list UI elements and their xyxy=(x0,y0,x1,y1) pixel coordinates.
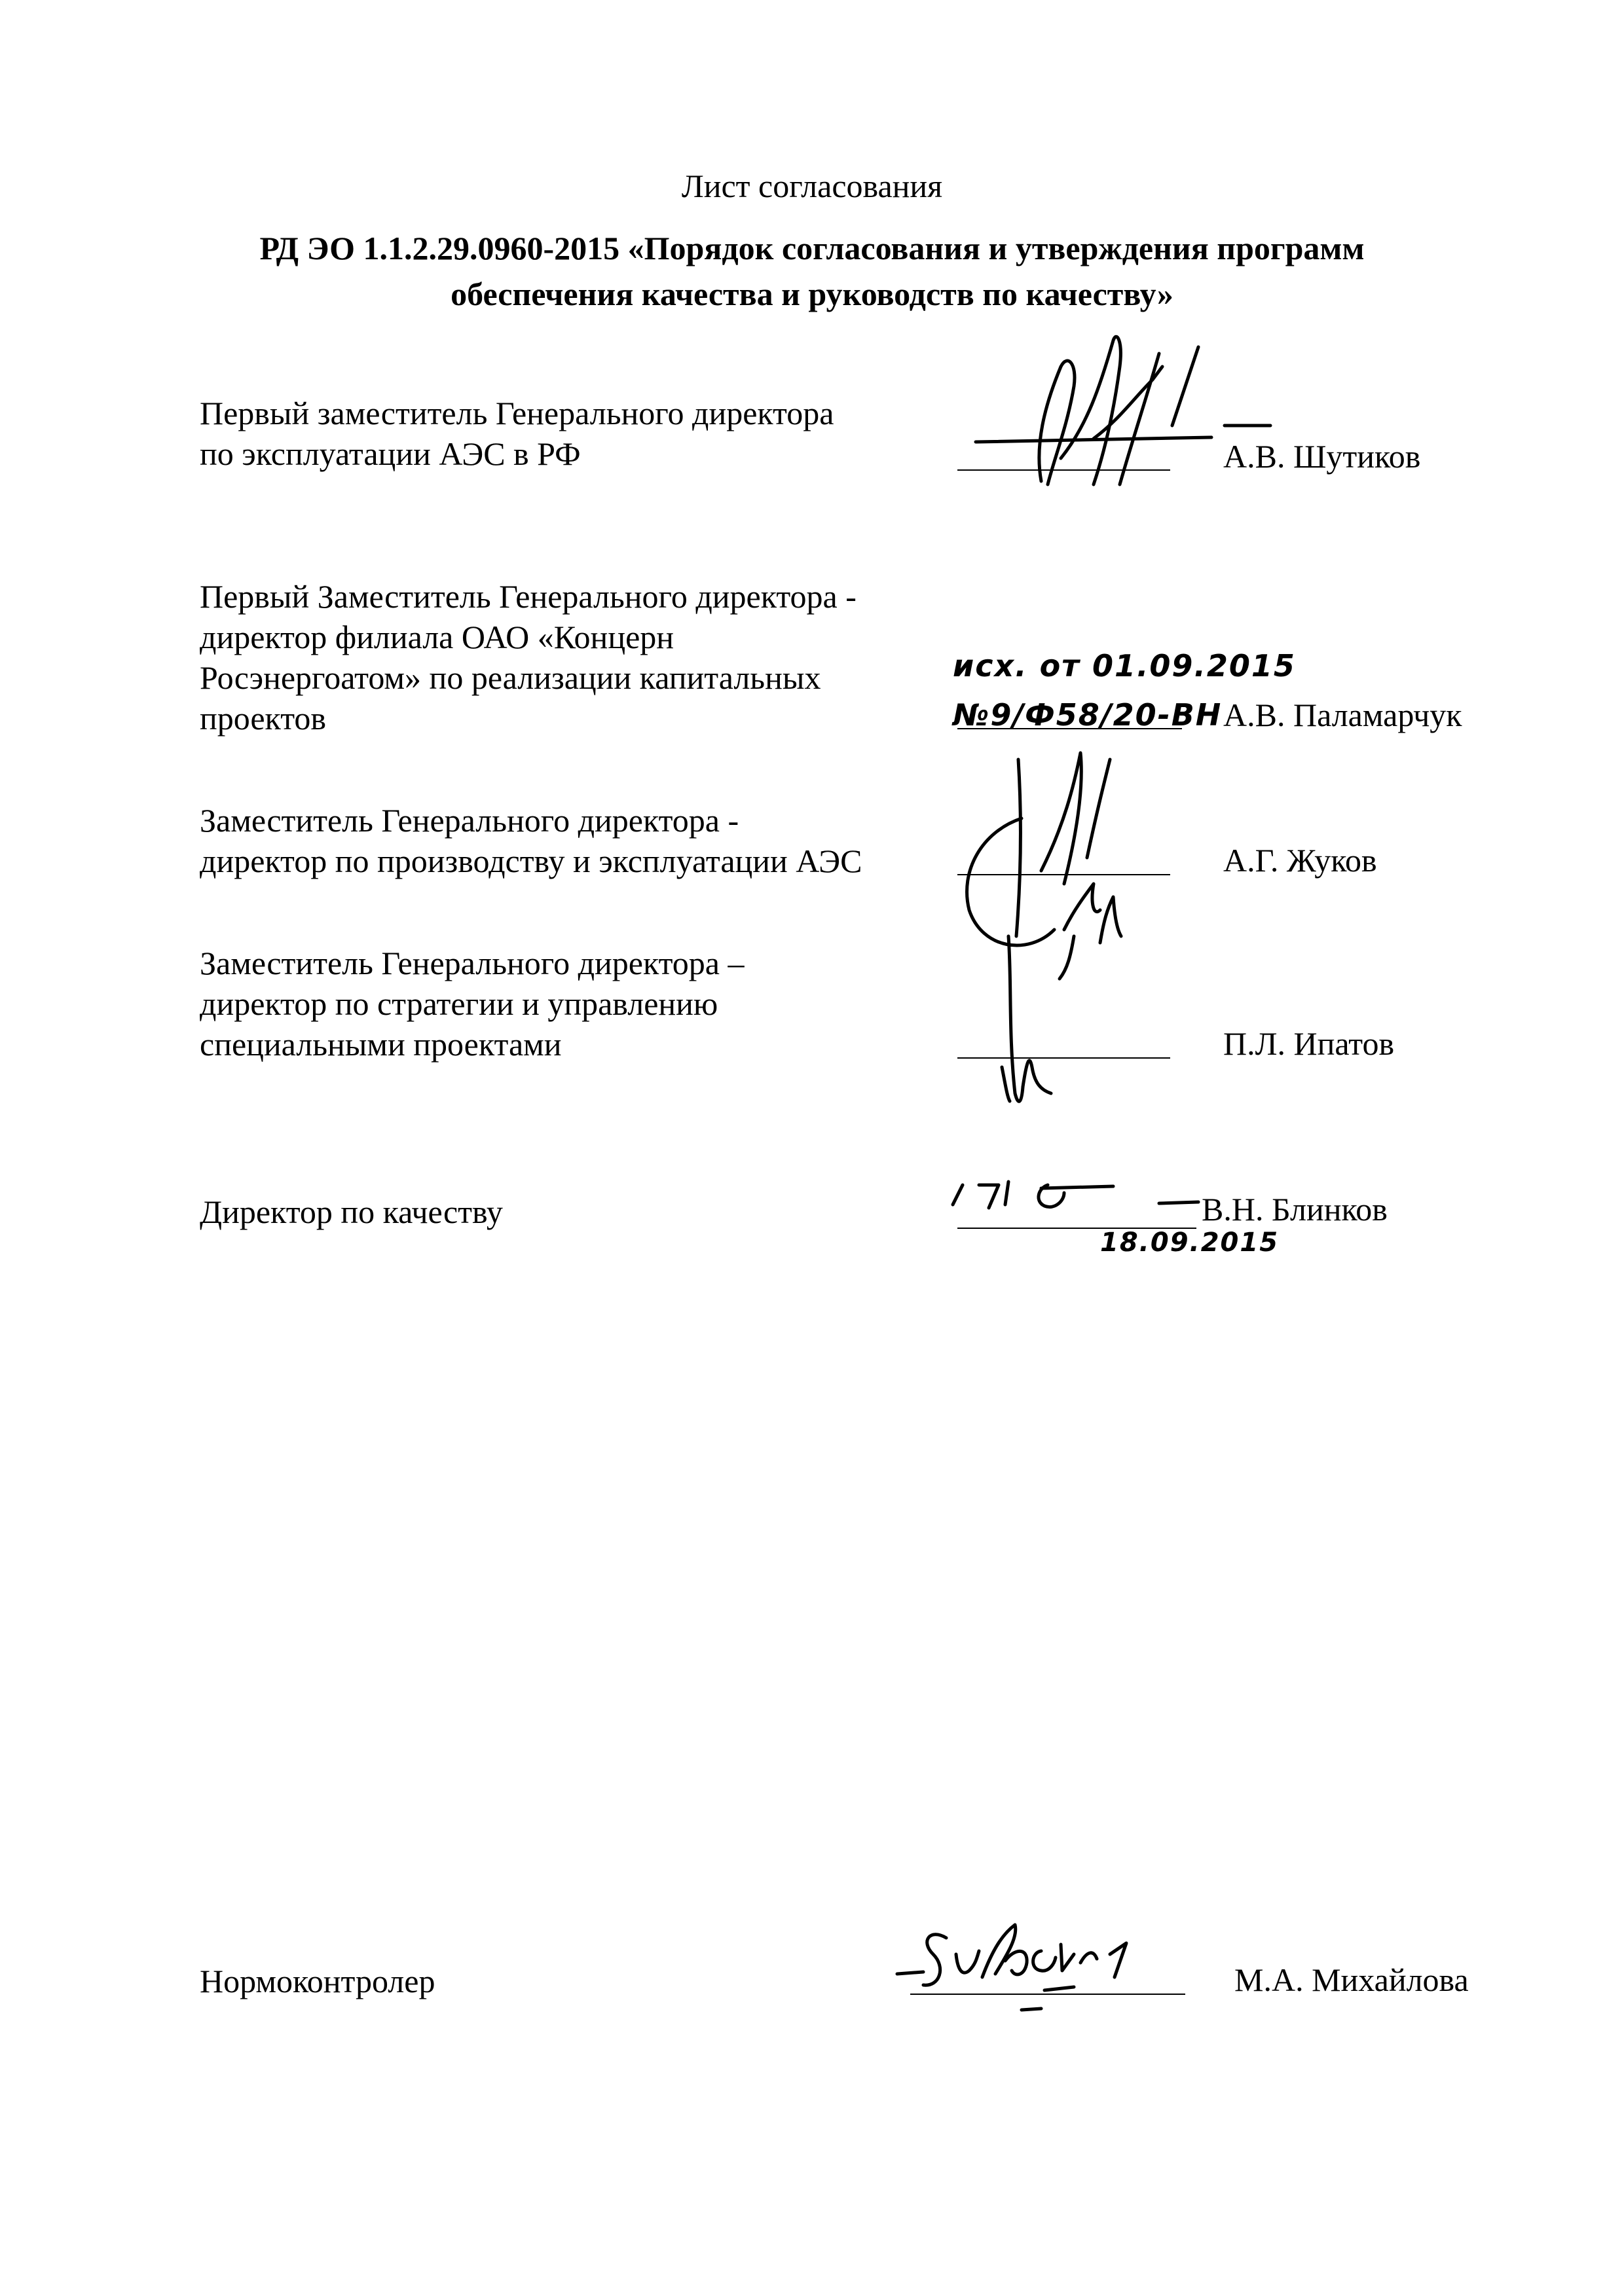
position-title-ipatov xyxy=(200,943,744,1065)
signer-name-shutikov: А.В. Шутиков xyxy=(1223,438,1421,475)
position-line: по эксплуатации АЭС в РФ xyxy=(200,435,581,472)
position-line: Директор по качеству xyxy=(200,1194,503,1230)
sheet-heading: Лист согласования xyxy=(681,168,943,204)
position-line: Первый Заместитель Генерального директора - xyxy=(200,578,857,615)
signer-name-mikhailova: М.А. Михайлова xyxy=(1234,1961,1469,1998)
position-line: Заместитель Генерального директора - xyxy=(200,802,739,839)
position-line: Первый заместитель Генерального директора xyxy=(200,395,834,431)
position-line: директор филиала ОАО «Концерн xyxy=(200,619,674,655)
position-line: специальными проектами xyxy=(200,1026,562,1063)
position-title-normcontroller xyxy=(200,1961,435,2001)
signer-name-palamarchuk: А.В. Паламарчук xyxy=(1223,697,1462,733)
handwritten-ref-number: №9/Ф58/20-ВН xyxy=(953,697,1223,733)
position-title-blinkov xyxy=(200,1192,503,1232)
position-title-zhukov xyxy=(200,800,862,881)
position-line: Заместитель Генерального директора – xyxy=(200,945,745,981)
document-title-line-2: обеспечения качества и руководств по качеству» xyxy=(451,276,1173,312)
signer-name-blinkov: В.Н. Блинков xyxy=(1202,1191,1388,1228)
signature-mikhailova xyxy=(884,1912,1185,2023)
position-line: проектов xyxy=(200,700,326,737)
position-line: Нормоконтролер xyxy=(200,1963,435,1999)
signer-name-zhukov: А.Г. Жуков xyxy=(1223,842,1377,879)
handwritten-outgoing-ref: исх. от 01.09.2015 xyxy=(953,648,1296,683)
signature-shutikov xyxy=(963,327,1290,517)
position-line: директор по стратегии и управлению xyxy=(200,985,718,1022)
signer-name-ipatov: П.Л. Ипатов xyxy=(1223,1025,1395,1062)
signature-line-palamarchuk xyxy=(957,728,1182,729)
document-title-line-1: РД ЭО 1.1.2.29.0960-2015 «Порядок согласования и утверждения программ xyxy=(259,230,1365,266)
signature-ipatov xyxy=(982,930,1113,1113)
signature-blinkov xyxy=(943,1172,1231,1218)
position-line: Росэнергоатом» по реализации капитальных xyxy=(200,659,821,696)
position-title-shutikov xyxy=(200,393,834,474)
position-line: директор по производству и эксплуатации АЭС xyxy=(200,843,862,879)
handwritten-date: 18.09.2015 xyxy=(1100,1228,1280,1258)
position-title-palamarchuk xyxy=(200,576,857,738)
